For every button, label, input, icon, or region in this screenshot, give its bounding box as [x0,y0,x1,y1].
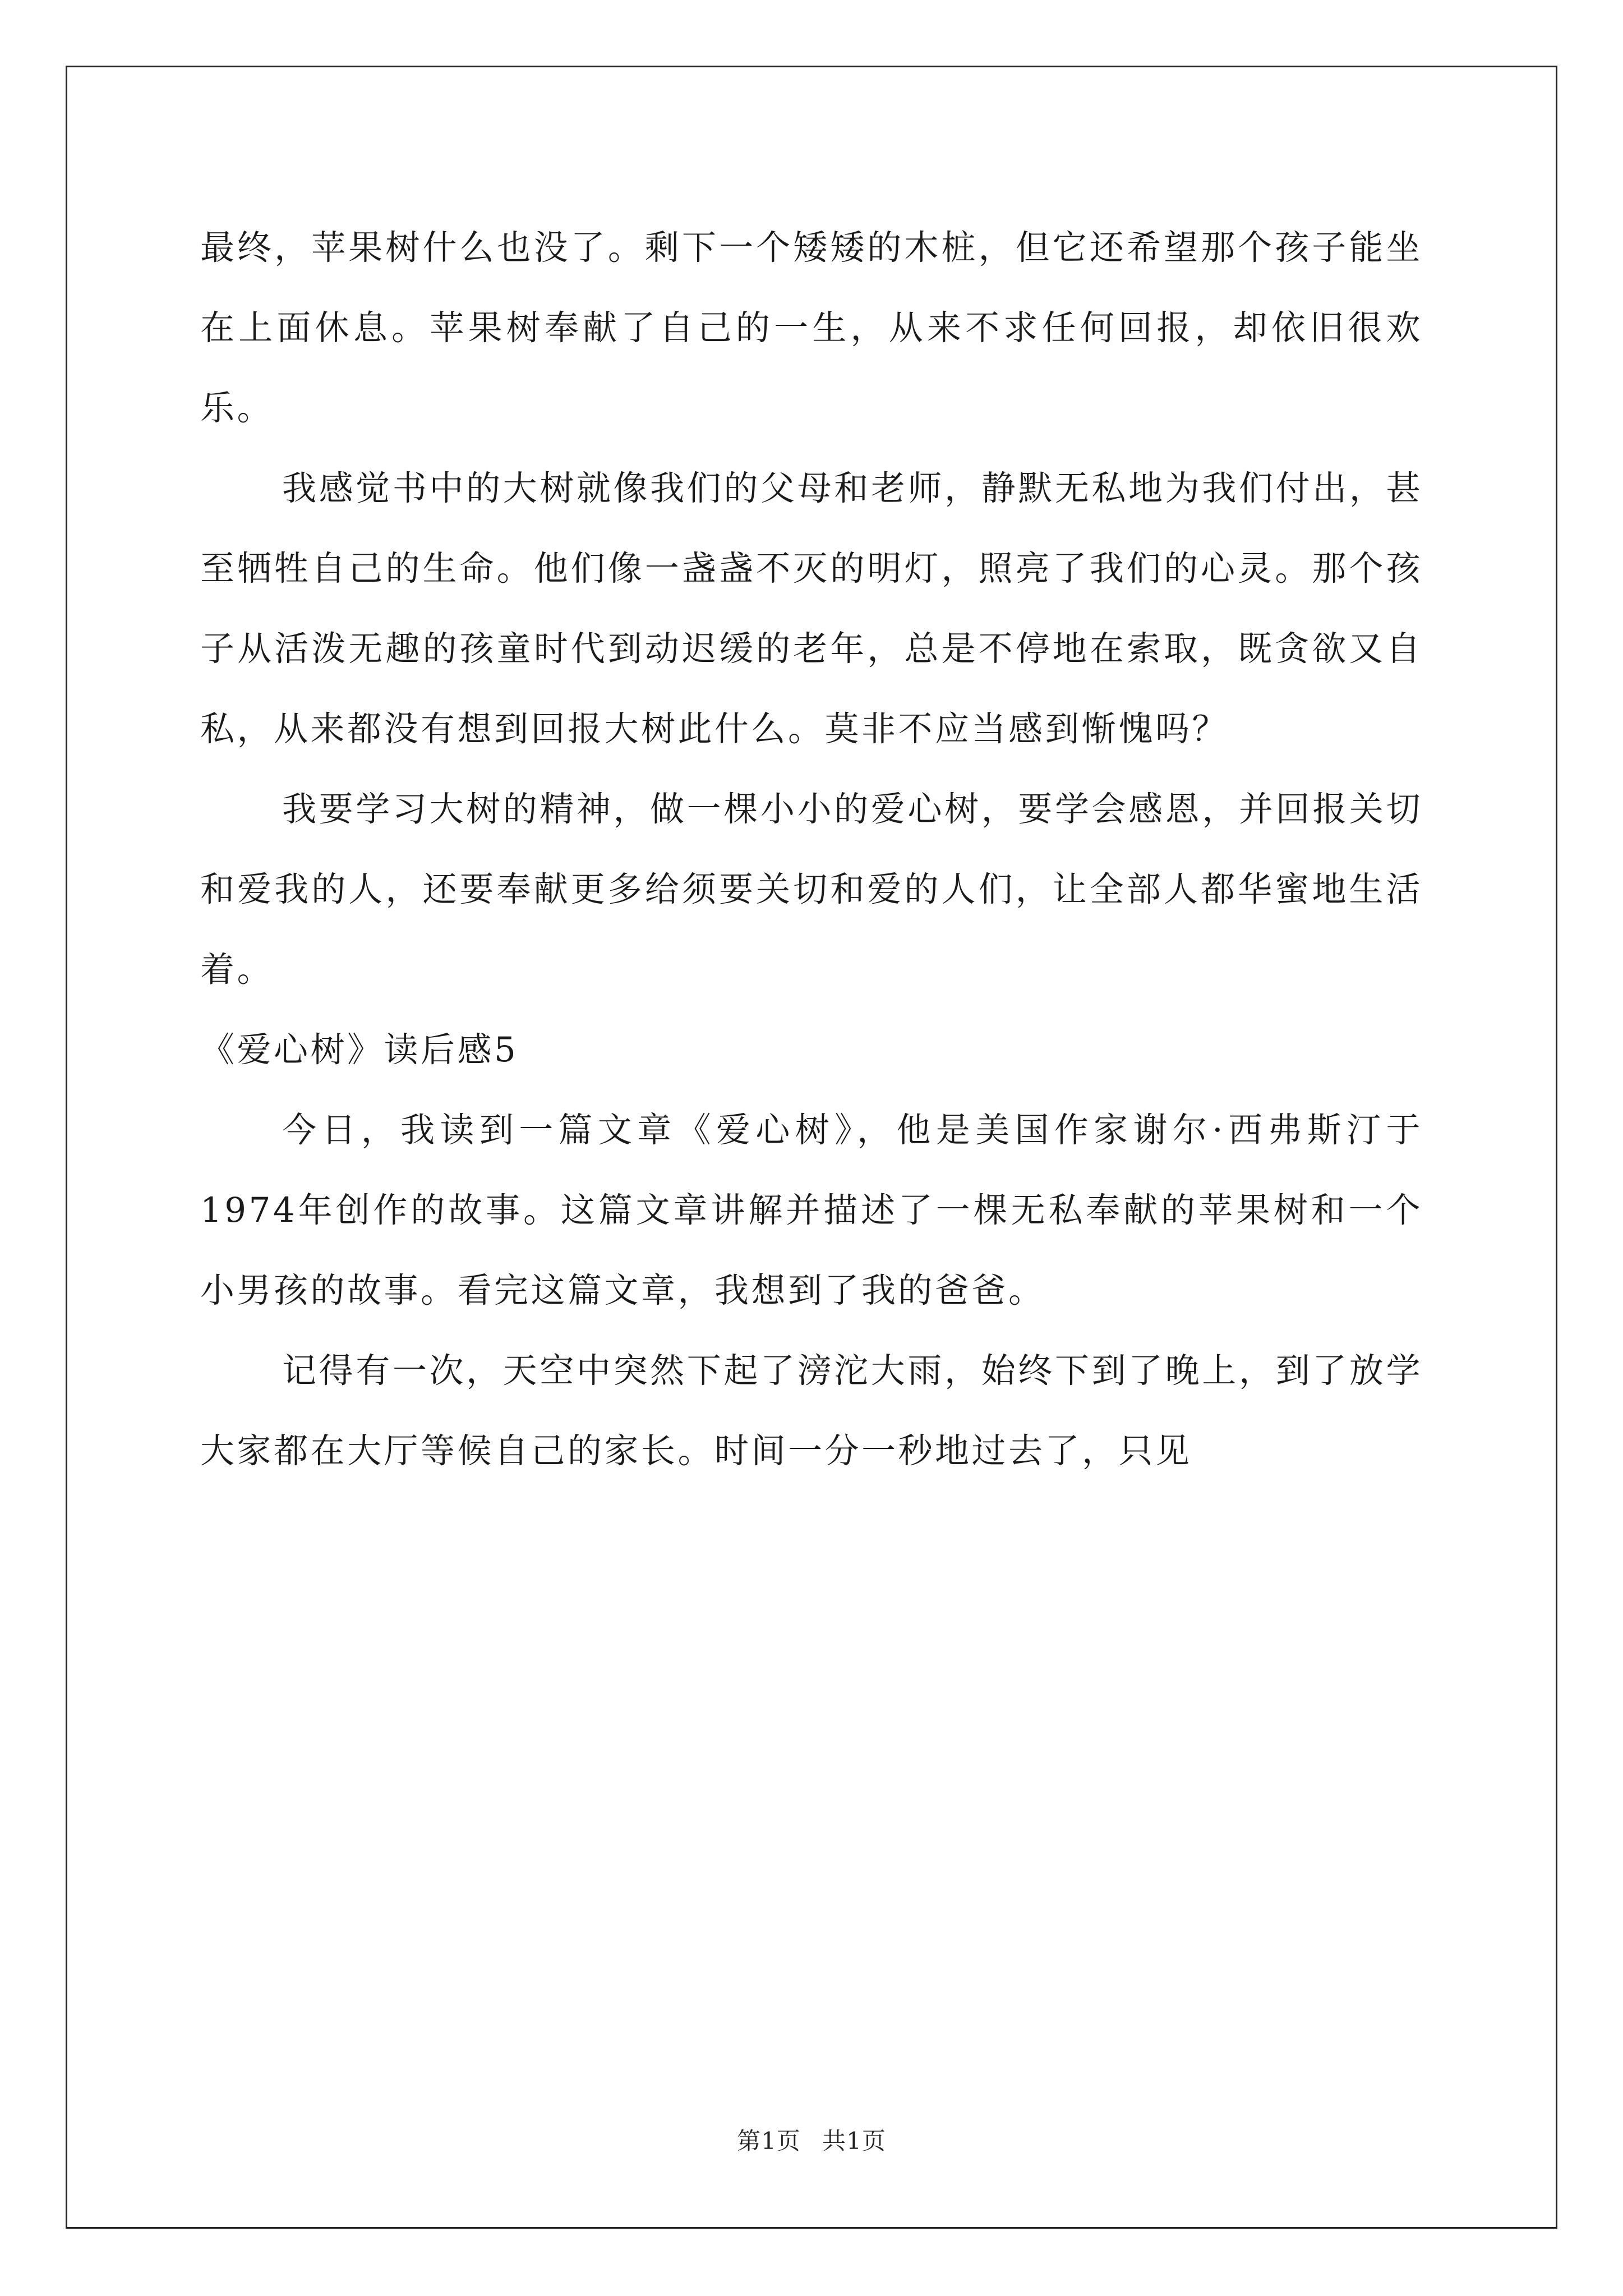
paragraph: 记得有一次，天空中突然下起了滂沱大雨，始终下到了晚上，到了放学大家都在大厅等候自己的家长。时间一分一秒地过去了，只见 [200,1351,1423,1471]
paragraph: 我要学习大树的精神，做一棵小小的爱心树，要学会感恩，并回报关切和爱我的人，还要奉献更多给须要关切和爱的人们，让全部人都华蜜地生活着。 [200,789,1423,990]
page-footer [0,2127,1623,2155]
paragraph: 最终，苹果树什么也没了。剩下一个矮矮的木桩，但它还希望那个孩子能坐在上面休息。苹果树奉献了自己的一生，从来不求任何回报，却依旧很欢乐。 [200,228,1423,428]
paragraph: 我感觉书中的大树就像我们的父母和老师，静默无私地为我们付出，甚至牺牲自己的生命。他们像一盏盏不灭的明灯，照亮了我们的心灵。那个孩子从活泼无趣的孩童时代到动迟缓的老年，总是不停地在索取，既贪欲又自私，从来都没有想到回报大树此什么。莫非不应当感到惭愧吗？ [200,468,1423,749]
document-body [200,208,1423,1491]
page-number: 第1页 [737,2127,801,2155]
section-heading: 《爱心树》读后感5 [200,1030,519,1070]
paragraph: 今日，我读到一篇文章《爱心树》，他是美国作家谢尔·西弗斯汀于1974年创作的故事。这篇文章讲解并描述了一棵无私奉献的苹果树和一个小男孩的故事。看完这篇文章，我想到了我的爸爸。 [200,1110,1423,1310]
page-total: 共1页 [822,2127,886,2155]
